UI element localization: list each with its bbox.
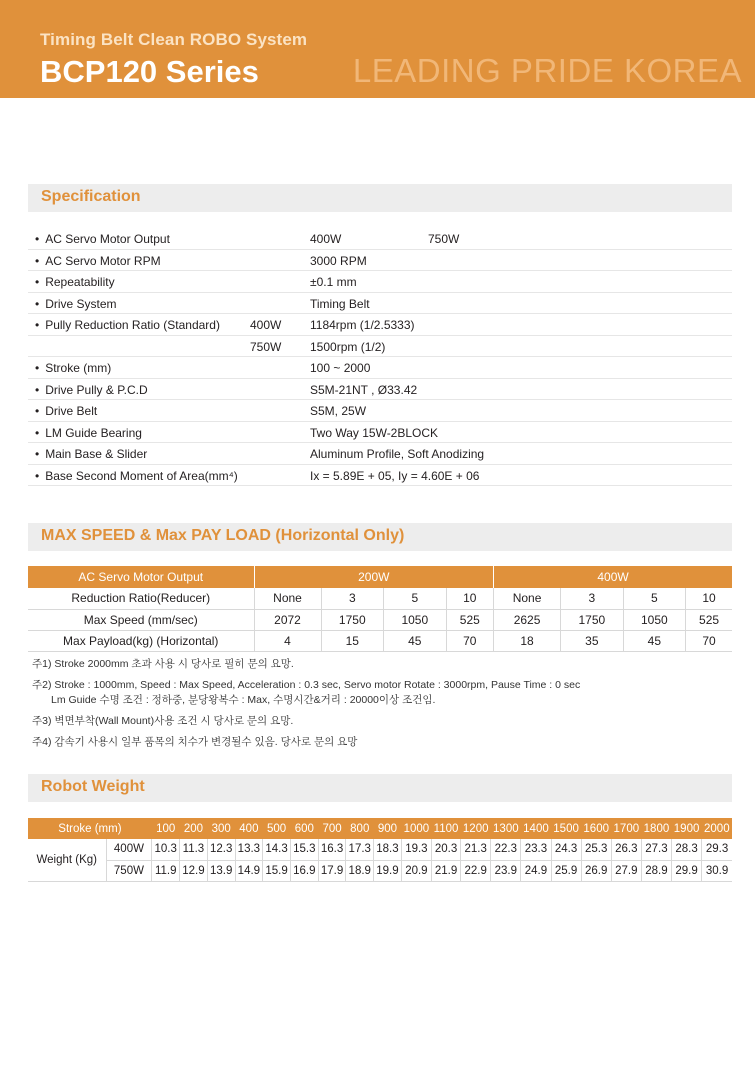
bullet: •: [35, 318, 40, 332]
bullet: •: [35, 382, 40, 397]
weight-cell: 11.9: [152, 860, 180, 881]
weight-cell: 29.9: [672, 860, 702, 881]
speed-cell: 1050: [623, 609, 686, 630]
spec-label: [35, 297, 117, 311]
spec-label-text: Main Base & Slider: [45, 447, 148, 461]
spec-value: S5M-21NT , Ø33.42: [310, 382, 418, 397]
spec-label-text: Drive System: [45, 296, 117, 311]
spec-label-text: Base Second Moment of Area(mm⁴): [45, 468, 238, 483]
bullet: •: [35, 468, 40, 483]
weight-table-row: [28, 860, 732, 881]
speed-row-label: Max Payload(kg) (Horizontal): [28, 630, 254, 651]
weight-stroke-header: 900: [374, 818, 402, 839]
speed-table-header: [28, 566, 732, 588]
speed-row-label: Max Speed (mm/sec): [28, 609, 254, 630]
weight-cell: 30.9: [702, 860, 732, 881]
spec-row: [28, 379, 732, 401]
speed-cell: 45: [384, 630, 447, 651]
speed-cell: None: [254, 588, 321, 609]
spec-value: ±0.1 mm: [310, 275, 357, 289]
weight-motor-label: 400W: [106, 839, 152, 860]
speed-cell: 70: [446, 630, 493, 651]
weight-stroke-header: 300: [207, 818, 235, 839]
weight-cell: 18.3: [374, 839, 402, 860]
spec-value: Two Way 15W-2BLOCK: [310, 425, 439, 440]
weight-cell: 16.3: [318, 839, 346, 860]
notes: [32, 656, 580, 749]
weight-cell: 22.3: [491, 839, 521, 860]
spec-value: Ix = 5.89E + 05, Iy = 4.60E + 06: [310, 468, 480, 483]
weight-cell: 15.9: [263, 860, 291, 881]
weight-cell: 17.9: [318, 860, 346, 881]
note-3: 주3) 벽면부착(Wall Mount)사용 조건 시 당사로 문의 요망.: [32, 715, 294, 727]
weight-heading: Robot Weight: [41, 778, 145, 795]
speed-cell: 3: [561, 588, 624, 609]
spec-label-text: Drive Belt: [45, 404, 98, 418]
speed-cell: 15: [321, 630, 384, 651]
weight-cell: 27.3: [641, 839, 671, 860]
weight-stroke-header: 1200: [461, 818, 491, 839]
weight-stroke-header: 1600: [581, 818, 611, 839]
weight-stroke-header: 1800: [641, 818, 671, 839]
weight-cell: 12.3: [207, 839, 235, 860]
speed-table-row: [28, 588, 732, 609]
weight-stroke-header: 1900: [672, 818, 702, 839]
weight-section-bar: [28, 774, 732, 802]
spec-value: 1500rpm (1/2): [310, 339, 386, 354]
note-2-cont: Lm Guide 수명 조건 : 정하중, 분당왕복수 : Max, 수명시간&거리 : 20000이상 조건임.: [51, 694, 436, 706]
weight-stroke-header: 1000: [401, 818, 431, 839]
speed-cell: 10: [686, 588, 732, 609]
spec-label-text: Drive Pully & P.C.D: [45, 382, 148, 397]
weight-stroke-header: 1300: [491, 818, 521, 839]
weight-cell: 21.3: [461, 839, 491, 860]
weight-stroke-header: 600: [290, 818, 318, 839]
weight-cell: 24.3: [551, 839, 581, 860]
weight-cell: 18.9: [346, 860, 374, 881]
spec-value-2: 750W: [428, 232, 460, 246]
spec-label: [35, 361, 111, 375]
spec-label: [35, 275, 115, 289]
spec-label: [35, 426, 142, 440]
spec-value: 3000 RPM: [310, 253, 367, 268]
weight-stroke-header: 700: [318, 818, 346, 839]
note-1: 주1) Stroke 2000mm 초과 사용 시 당사로 필히 문의 요망.: [32, 658, 294, 670]
bullet: •: [35, 232, 40, 246]
spec-label: [35, 318, 220, 332]
weight-cell: 15.3: [290, 839, 318, 860]
spec-label: [35, 447, 147, 461]
speed-section-bar: [28, 523, 732, 551]
speed-cell: 1750: [561, 609, 624, 630]
spec-row: [28, 465, 732, 487]
spec-row: [28, 293, 732, 315]
speed-cell: 1050: [384, 609, 447, 630]
spec-section-bar: [28, 184, 732, 212]
spec-sub-label: 750W: [250, 339, 282, 354]
weight-stroke-header: 1100: [431, 818, 460, 839]
spec-value: 100 ~ 2000: [310, 361, 371, 375]
weight-cell: 21.9: [431, 860, 460, 881]
product-subtitle: Timing Belt Clean ROBO System: [40, 30, 308, 49]
weight-stroke-header: 500: [263, 818, 291, 839]
weight-motor-label: 750W: [106, 860, 152, 881]
page-header: [0, 0, 755, 98]
speed-group-200w: 200W: [254, 566, 494, 588]
weight-cell: 10.3: [152, 839, 180, 860]
speed-cell: 525: [686, 609, 732, 630]
spec-row: [28, 228, 732, 250]
speed-cell: 10: [446, 588, 493, 609]
weight-cell: 11.3: [180, 839, 208, 860]
spec-label-text: Pully Reduction Ratio (Standard): [45, 318, 220, 332]
speed-cell: 525: [446, 609, 493, 630]
weight-cell: 13.9: [207, 860, 235, 881]
weight-cell: 23.9: [491, 860, 521, 881]
speed-group-400w: 400W: [494, 566, 732, 588]
product-title: BCP120 Series: [40, 54, 259, 89]
weight-cell: 24.9: [521, 860, 551, 881]
spec-value: Timing Belt: [310, 296, 370, 311]
spec-value: 1184rpm (1/2.5333): [310, 318, 415, 332]
weight-stroke-header: 2000: [702, 818, 732, 839]
weight-table: [28, 818, 732, 882]
speed-cell: 1750: [321, 609, 384, 630]
weight-cell: 20.9: [401, 860, 431, 881]
weight-cell: 26.9: [581, 860, 611, 881]
weight-row-label: Weight (Kg): [28, 839, 106, 881]
weight-stroke-header: 400: [235, 818, 263, 839]
spec-label: [35, 404, 97, 418]
weight-cell: 25.9: [551, 860, 581, 881]
spec-row: [28, 422, 732, 444]
speed-cell: 70: [686, 630, 732, 651]
speed-cell: None: [494, 588, 561, 609]
spec-label: [35, 254, 161, 268]
spec-value: 400W: [310, 232, 342, 246]
weight-cell: 26.3: [611, 839, 641, 860]
weight-cell: 19.9: [374, 860, 402, 881]
speed-cell: 4: [254, 630, 321, 651]
spec-value: S5M, 25W: [310, 404, 367, 418]
spec-sub-label: 400W: [250, 318, 282, 332]
speed-table-row: [28, 609, 732, 630]
weight-cell: 12.9: [180, 860, 208, 881]
weight-cell: 13.3: [235, 839, 263, 860]
speed-table-row: [28, 630, 732, 651]
weight-cell: 23.3: [521, 839, 551, 860]
speed-cell: 35: [561, 630, 624, 651]
weight-stroke-header: 100: [152, 818, 180, 839]
spec-label-text: AC Servo Motor Output: [45, 232, 170, 246]
weight-cell: 25.3: [581, 839, 611, 860]
weight-table-header: [28, 818, 732, 839]
weight-header-label: Stroke (mm): [28, 818, 152, 839]
spec-list: [28, 228, 732, 486]
weight-stroke-header: 200: [180, 818, 208, 839]
weight-cell: 14.9: [235, 860, 263, 881]
speed-row-label: Reduction Ratio(Reducer): [28, 588, 254, 609]
weight-stroke-header: 1400: [521, 818, 551, 839]
spec-label-text: Repeatability: [45, 275, 115, 289]
speed-table: [28, 566, 732, 652]
weight-stroke-header: 800: [346, 818, 374, 839]
speed-cell: 5: [623, 588, 686, 609]
weight-cell: 14.3: [263, 839, 291, 860]
speed-cell: 45: [623, 630, 686, 651]
note-2: 주2) Stroke : 1000mm, Speed : Max Speed, Acceleration : 0.3 sec, Servo motor Rotate : 3000rpm, Pause Time : 0 sec: [32, 679, 581, 691]
spec-label-text: AC Servo Motor RPM: [45, 253, 161, 268]
spec-label: [35, 383, 148, 397]
spec-heading: Specification: [41, 188, 141, 205]
speed-cell: 2072: [254, 609, 321, 630]
spec-row: [28, 357, 732, 379]
speed-cell: 18: [494, 630, 561, 651]
bullet: •: [35, 425, 40, 440]
spec-row: [28, 250, 732, 272]
weight-cell: 28.9: [641, 860, 671, 881]
speed-cell: 5: [384, 588, 447, 609]
brand-tagline: LEADING PRIDE KOREA: [352, 52, 742, 89]
bullet: •: [35, 253, 40, 268]
spec-label-text: Stroke (mm): [45, 361, 112, 375]
bullet: •: [35, 404, 40, 418]
spec-row: [28, 443, 732, 465]
spec-row: [28, 271, 732, 293]
spec-row: [28, 314, 732, 336]
spec-row: [28, 336, 732, 358]
note-4: 주4) 감속기 사용시 일부 품목의 치수가 변경될수 있음. 당사로 문의 요망: [32, 736, 358, 748]
weight-stroke-header: 1700: [611, 818, 641, 839]
bullet: •: [35, 275, 40, 289]
weight-cell: 16.9: [290, 860, 318, 881]
weight-cell: 17.3: [346, 839, 374, 860]
spec-label: [35, 232, 170, 246]
weight-cell: 29.3: [702, 839, 732, 860]
speed-cell: 2625: [494, 609, 561, 630]
weight-cell: 19.3: [401, 839, 431, 860]
weight-cell: 27.9: [611, 860, 641, 881]
spec-row: [28, 400, 732, 422]
weight-cell: 28.3: [672, 839, 702, 860]
speed-header-label: AC Servo Motor Output: [28, 566, 254, 588]
weight-cell: 22.9: [461, 860, 491, 881]
spec-value: Aluminum Profile, Soft Anodizing: [310, 447, 485, 461]
speed-heading: MAX SPEED & Max PAY LOAD (Horizontal Only): [41, 527, 405, 544]
weight-stroke-header: 1500: [551, 818, 581, 839]
bullet: •: [35, 447, 40, 461]
spec-label: [35, 469, 238, 483]
bullet: •: [35, 296, 40, 311]
weight-table-row: [28, 839, 732, 860]
weight-cell: 20.3: [431, 839, 460, 860]
bullet: •: [35, 361, 40, 375]
spec-label-text: LM Guide Bearing: [45, 425, 142, 440]
speed-cell: 3: [321, 588, 384, 609]
